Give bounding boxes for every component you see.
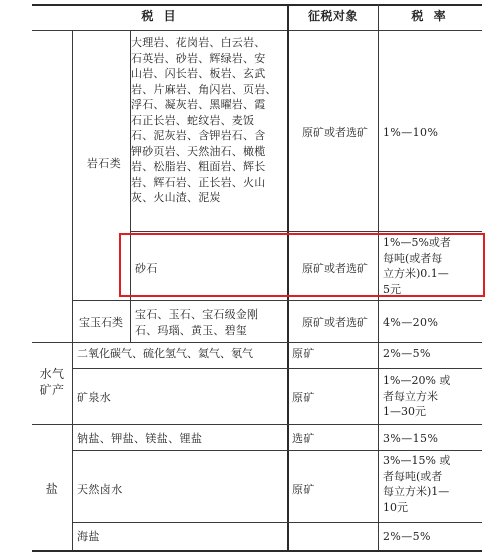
- object-gases: 原矿: [292, 347, 315, 360]
- header-bottom-border: [32, 30, 482, 31]
- rate-gems: 4%—20%: [383, 316, 439, 329]
- item-sand-gravel: 砂石: [135, 262, 158, 275]
- header-tax-object: 征税对象: [307, 9, 358, 23]
- item-sea-salt: 海盐: [77, 530, 100, 543]
- item-natural-brine: 天然卤水: [77, 483, 123, 496]
- group-water-gas-minerals: 水气 矿产: [39, 367, 65, 397]
- row-sep-brine-seasalt: [72, 522, 482, 523]
- item-mineral-water: 矿泉水: [77, 391, 112, 404]
- highlight-box-sand-gravel: [119, 233, 485, 297]
- rate-gases: 2%—5%: [383, 347, 431, 360]
- item-gems: 宝石、玉石、宝石级金刚 石、玛瑙、黄玉、碧玺: [135, 308, 259, 337]
- item-salts: 钠盐、钾盐、镁盐、锂盐: [77, 432, 203, 445]
- object-gems: 原矿或者选矿: [302, 316, 368, 329]
- group-salt: 盐: [45, 482, 59, 496]
- col-divider-group: [72, 30, 73, 550]
- rate-sand-gravel: 1%—5%或者 每吨(或者每 立方米)0.1— 5元: [383, 236, 451, 296]
- row-sep-sand-gems: [72, 300, 482, 301]
- header-tax-item: 税 目: [141, 9, 179, 23]
- row-sep-watergas-salt: [32, 424, 482, 425]
- object-natural-brine: 原矿: [292, 483, 315, 496]
- object-rocks: 原矿或者选矿: [302, 126, 368, 139]
- header-tax-rate: 税 率: [411, 9, 449, 23]
- item-rocks: 大理岩、花岗岩、白云岩、 石英岩、砂岩、辉绿岩、安 山岩、闪长岩、板岩、玄武 岩、片麻岩、角闪岩、页岩、 浮石、凝灰岩、黑曜岩、霞 石正长岩、蛇纹岩、麦饭 石、泥灰岩、含钾岩石、含 钾砂页岩、天然油石、橄榄 岩、松脂岩、粗面岩、辉长 岩、辉石岩、正长岩、火山 灰、火山渣、泥炭: [131, 36, 277, 204]
- rate-mineral-water: 1%—20% 或 者每立方米 1—30元: [383, 374, 451, 418]
- object-salts: 选矿: [292, 432, 315, 445]
- rate-rocks: 1%—10%: [383, 126, 439, 139]
- row-sep-salts-brine: [72, 450, 482, 451]
- row-sep-nonmetal-watergas: [32, 342, 482, 343]
- row-sep-gases-water: [72, 368, 482, 369]
- item-gases: 二氧化碳气、硫化氢气、氦气、氡气: [77, 347, 253, 360]
- object-sand-gravel: 原矿或者选矿: [302, 262, 368, 275]
- rate-natural-brine: 3%—15% 或 者每吨(或者 每立方米)1— 10元: [383, 454, 451, 514]
- subgroup-gem: 宝玉石类: [79, 316, 123, 329]
- row-sep-rocks-sand: [130, 231, 482, 232]
- subgroup-rock: 岩石类: [86, 157, 122, 170]
- rate-salts: 3%—15%: [383, 432, 439, 445]
- table-top-border: [32, 4, 482, 6]
- object-mineral-water: 原矿: [292, 391, 315, 404]
- rate-sea-salt: 2%—5%: [383, 530, 431, 543]
- table-bottom-border: [32, 550, 482, 552]
